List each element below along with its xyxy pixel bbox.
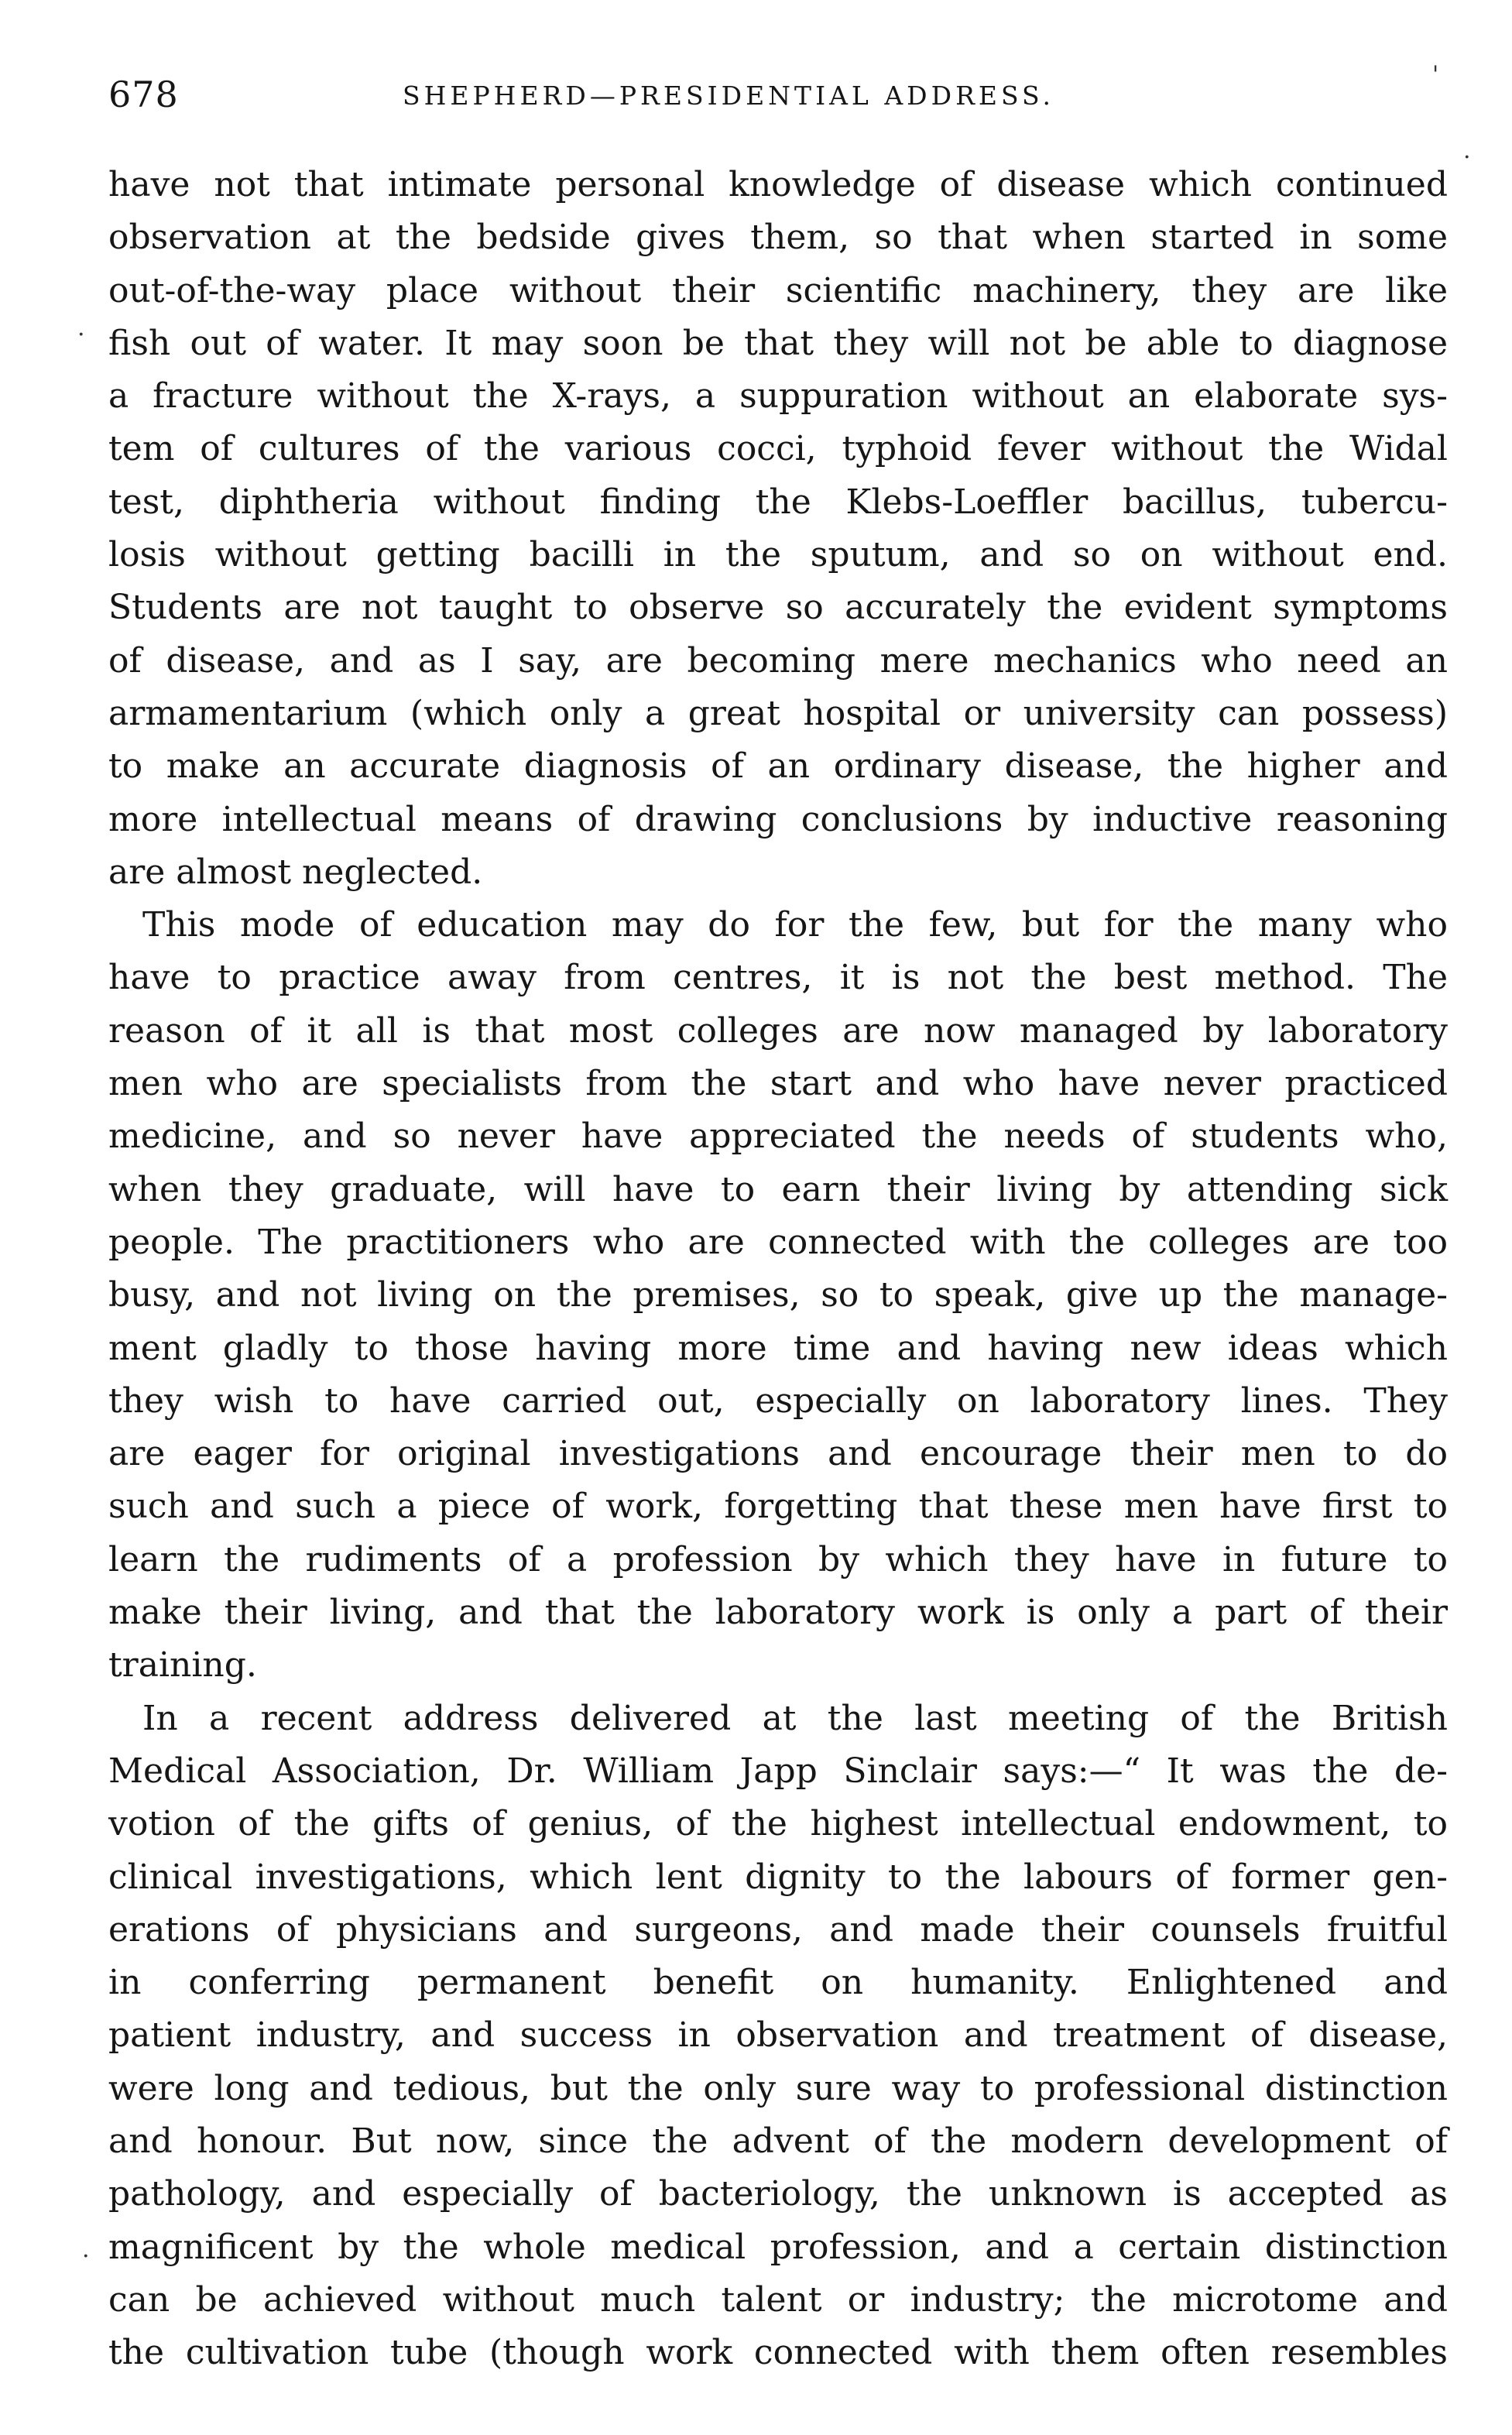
text-line: losis without getting bacilli in the sputum, and so on without end. [108,535,1448,575]
text-line: Medical Association, Dr. William Japp Sinclair says:—“ It was the de- [108,1751,1448,1791]
text-line: votion of the gifts of genius, of the highest intellectual endowment, to [108,1804,1448,1844]
text-line: are eager for original investigations and encourage their men to do [108,1434,1448,1474]
text-line: make their living, and that the laboratory work is only a part of their [108,1593,1448,1633]
page-number: 678 [108,74,179,115]
text-line: reason of it all is that most colleges are now managed by laboratory [108,1010,1448,1051]
page-header [108,71,1448,118]
paragraph-start-line: In a recent address delivered at the last meeting of the British [142,1698,1448,1738]
text-line: tem of cultures of the various cocci, typhoid fever without the Widal [108,429,1448,469]
text-line: such and such a piece of work, forgetting that these men have first to [108,1487,1448,1527]
text-line: people. The practitioners who are connected with the colleges are too [108,1222,1448,1262]
paragraph-start-line: This mode of education may do for the few, but for the many who [142,905,1448,945]
text-line: have not that intimate personal knowledge of disease which continued [108,165,1448,204]
text-line: the cultivation tube (though work connected with them often resembles [108,2333,1448,2373]
text-line: pathology, and especially of bacteriology, the unknown is accepted as [108,2174,1448,2214]
body-text [108,159,1448,2379]
text-line: fish out of water. It may soon be that they will not be able to diagnose [108,323,1448,363]
paragraph-end-line: training. [108,1645,257,1686]
text-line: learn the rudiments of a profession by which they have in future to [108,1539,1448,1579]
margin-mark: ' [1432,61,1439,88]
margin-mark: · [82,2243,90,2270]
text-line: can be achieved without much talent or industry; the microtome and [108,2279,1448,2320]
text-line: a fracture without the X-rays, a suppuration without an elaborate sys- [108,376,1448,417]
text-line: more intellectual means of drawing conclusions by inductive reasoning [108,799,1448,839]
text-line: men who are specialists from the start and who have never practiced [108,1064,1448,1104]
text-line: patient industry, and success in observation and treatment of disease, [108,2015,1448,2056]
text-line: out-of-the-way place without their scientific machinery, they are like [108,270,1448,310]
margin-mark: . [1463,137,1471,164]
text-line: in conferring permanent benefit on humanity. Enlightened and [108,1963,1448,2003]
text-line: have to practice away from centres, it is not the best method. The [108,958,1448,998]
text-line: they wish to have carried out, especially on laboratory lines. They [108,1380,1448,1421]
text-line: when they graduate, will have to earn their living by attending sick [108,1169,1448,1209]
paragraph-end-line: are almost neglected. [108,852,483,892]
text-line: medicine, and so never have appreciated the needs of students who, [108,1116,1448,1157]
text-line: ment gladly to those having more time and having new ideas which [108,1328,1448,1368]
text-line: and honour. But now, since the advent of the modern development of [108,2121,1448,2161]
running-head: SHEPHERD—PRESIDENTIAL ADDRESS. [403,81,1054,111]
text-line: clinical investigations, which lent dignity to the labours of former gen- [108,1857,1448,1897]
text-line: magnificent by the whole medical profession, and a certain distinction [108,2227,1448,2267]
text-line: Students are not taught to observe so accurately the evident symptoms [108,588,1448,628]
text-line: armamentarium (which only a great hospital or university can possess) [108,693,1448,733]
text-line: busy, and not living on the premises, so to speak, give up the manage- [108,1275,1448,1315]
text-line: observation at the bedside gives them, so that when started in some [108,218,1448,258]
text-line: test, diphtheria without finding the Klebs-Loeffler bacillus, tubercu- [108,482,1448,522]
text-line: to make an accurate diagnosis of an ordinary disease, the higher and [108,746,1448,787]
text-line: erations of physicians and surgeons, and made their counsels fruitful [108,1909,1448,1950]
margin-mark: · [77,321,85,348]
text-line: were long and tedious, but the only sure way to professional distinction [108,2068,1448,2108]
text-line: of disease, and as I say, are becoming mere mechanics who need an [108,640,1448,681]
